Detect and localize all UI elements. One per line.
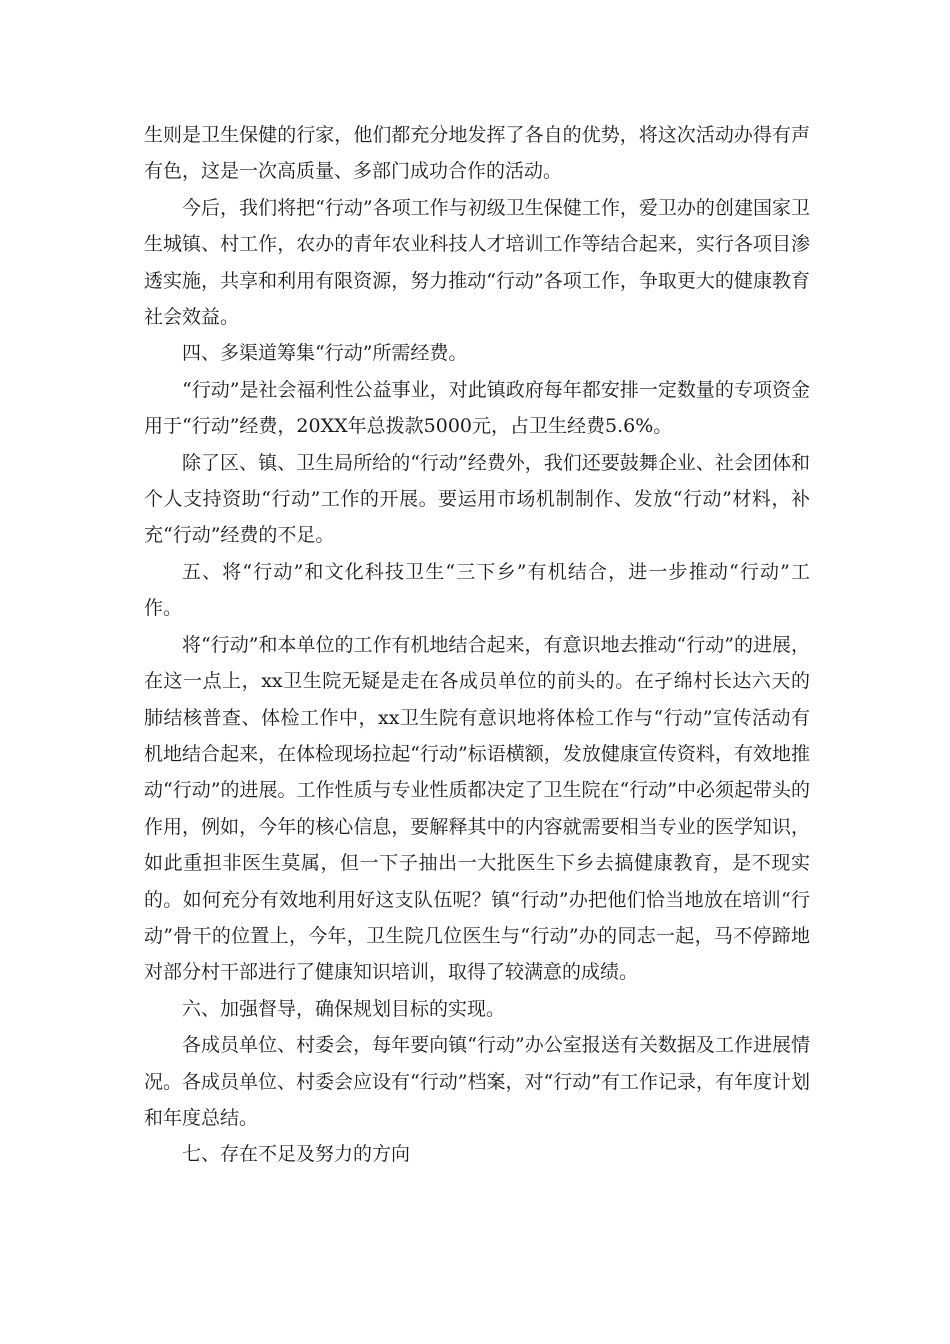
paragraph-hospital-cooperation: 将“行动”和本单位的工作有机地结合起来，有意识地去推动“行动”的进展，在这一点上，xx卫生院无疑是走在各成员单位的前头的。在孑绵村长达六天的肺结核普查、体检工作中，xx卫生院有意识地将体检工作与“行动”宣传活动有机地结合起来，在体检现场拉起“行动”标语横额，发放健康宣传资料，有效地推动“行动”的进展。工作性质与专业性质都决定了卫生院在“行动”中必须起带头的作用，例如，今年的核心信息，要解释其中的内容就需要相当专业的医学知识，如此重担非医生莫属，但一下子抽出一大批医生下乡去搞健康教育，是不现实的。如何充分有效地利用好这支队伍呢？镇“行动”办把他们恰当地放在培训“行动”骨干的位置上，今年，卫生院几位医生与“行动”办的同志一起，马不停蹄地对部分村干部进行了健康知识培训，取得了较满意的成绩。 — [144, 633, 810, 984]
section-heading-supervision: 六、加强督导，确保规划目标的实现。 — [182, 997, 506, 1020]
section-heading-three-to-countryside: 五、将“行动”和文化科技卫生“三下乡”有机结合，进一步推动“行动”工作。 — [144, 560, 810, 620]
section-heading-shortcomings: 七、存在不足及努力的方向 — [182, 1143, 411, 1166]
paragraph-continuation: 生则是卫生保健的行家，他们都充分地发挥了各自的优势，将这次活动办得有声有色，这是一次高质量、多部门成功合作的活动。 — [144, 124, 810, 183]
section-heading-funding: 四、多渠道筹集“行动”所需经费。 — [182, 342, 468, 365]
paragraph-funding-society: 除了区、镇、卫生局所给的“行动”经费外，我们还要鼓舞企业、社会团体和个人支持资助“行动”工作的开展。要运用市场机制制作、发放“行动”材料，补充“行动”经费的不足。 — [144, 451, 810, 547]
paragraph-funding-government: “行动”是社会福利性公益事业，对此镇政府每年都安排一定数量的专项资金用于“行动”经费，20XX年总拨款5000元，占卫生经费5.6%。 — [144, 378, 810, 438]
paragraph-future-plans: 今后，我们将把“行动”各项工作与初级卫生保健工作，爱卫办的创建国家卫生城镇、村工作，农办的青年农业科技人才培训工作等结合起来，实行各项目渗透实施，共享和利用有限资源，努力推动“行动”各项工作，争取更大的健康教育社会效益。 — [144, 196, 810, 329]
document-body — [144, 117, 810, 1173]
paragraph-reporting: 各成员单位、村委会，每年要向镇“行动”办公室报送有关数据及工作进展情况。各成员单位、村委会应设有“行动”档案，对“行动”有工作记录，有年度计划和年度总结。 — [144, 1034, 810, 1129]
